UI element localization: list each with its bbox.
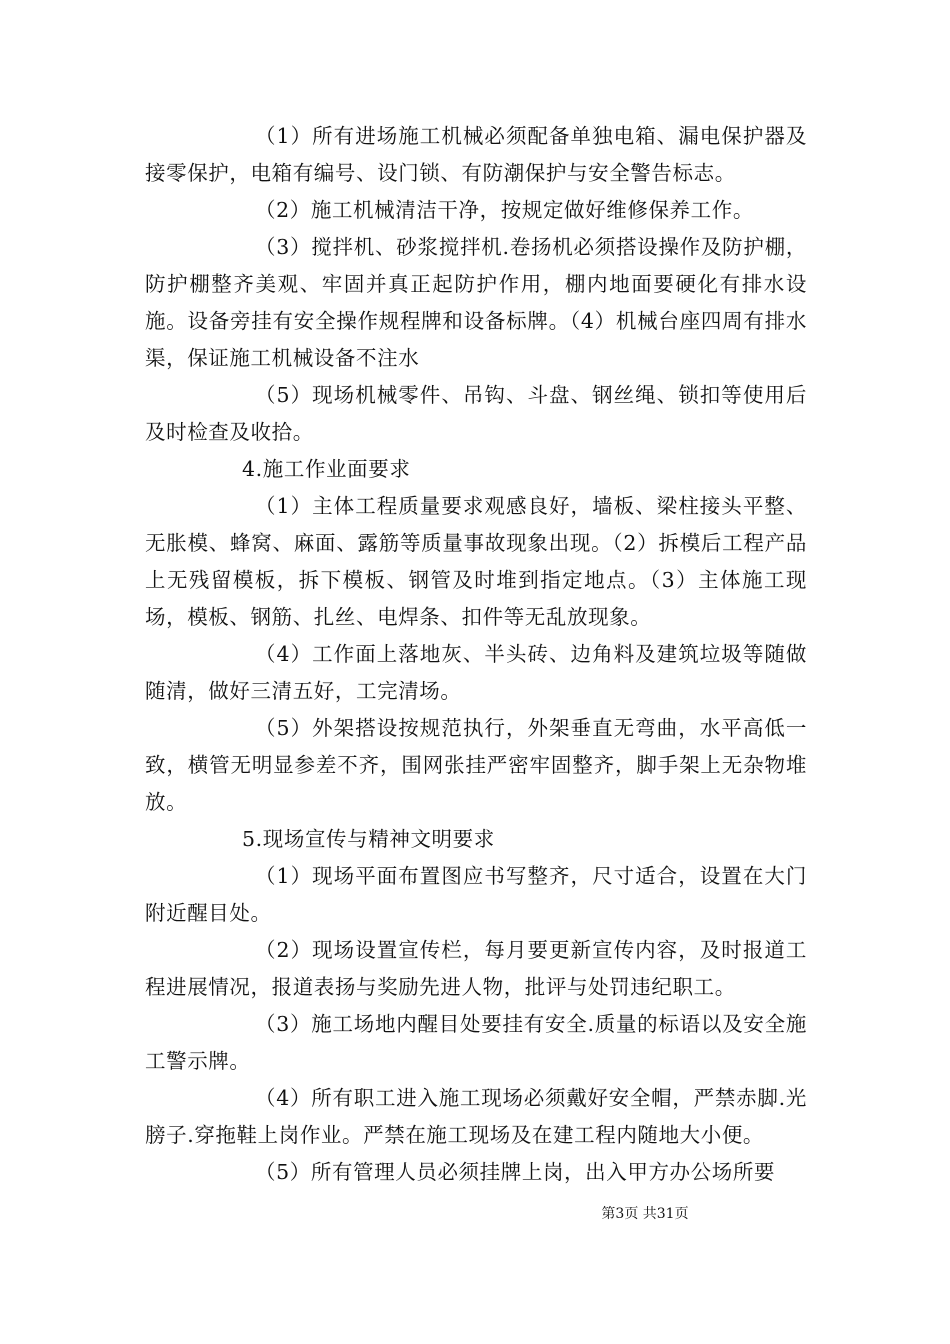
section-heading: 4.施工作业面要求 bbox=[242, 457, 411, 481]
footer-middle: 页 共 bbox=[624, 1206, 657, 1222]
document-body bbox=[145, 118, 807, 1191]
paragraph: （5）现场机械零件、吊钩、斗盘、钢丝绳、锁扣等使用后及时检查及收拾。 bbox=[145, 383, 807, 444]
paragraph: （4）工作面上落地灰、半头砖、边角料及建筑垃圾等随做随清，做好三清五好，工完清场。 bbox=[145, 642, 807, 703]
paragraph: （3）搅拌机、砂浆搅拌机.卷扬机必须搭设操作及防护棚，防护棚整齐美观、牢固并真正起防护作用，棚内地面要硬化有排水设施。设备旁挂有安全操作规程牌和设备标牌。（4）机械台座四周有排水渠，保证施工机械设备不注水 bbox=[145, 235, 807, 370]
footer-suffix: 页 bbox=[674, 1206, 689, 1222]
paragraph: （1）现场平面布置图应书写整齐，尺寸适合，设置在大门附近醒目处。 bbox=[145, 864, 807, 925]
paragraph: （1）所有进场施工机械必须配备单独电箱、漏电保护器及接零保护，电箱有编号、设门锁、有防潮保护与安全警告标志。 bbox=[145, 124, 807, 185]
footer-prefix: 第 bbox=[601, 1206, 616, 1222]
paragraph: （3）施工场地内醒目处要挂有安全.质量的标语以及安全施工警示牌。 bbox=[145, 1012, 807, 1073]
paragraph: （2）现场设置宣传栏，每月要更新宣传内容，及时报道工程进展情况，报道表扬与奖励先进人物，批评与处罚违纪职工。 bbox=[145, 938, 807, 999]
paragraph: （5）所有管理人员必须挂牌上岗，出入甲方办公场所要 bbox=[255, 1160, 776, 1184]
paragraph: （1）主体工程质量要求观感良好，墙板、梁柱接头平整、无胀模、蜂窝、麻面、露筋等质量事故现象出现。（2）拆模后工程产品上无残留模板，拆下模板、钢管及时堆到指定地点。（3）主体施工现场，模板、钢筋、扎丝、电焊条、扣件等无乱放现象。 bbox=[145, 494, 807, 629]
paragraph: （4）所有职工进入施工现场必须戴好安全帽，严禁赤脚.光膀子.穿拖鞋上岗作业。严禁在施工现场及在建工程内随地大小便。 bbox=[145, 1086, 807, 1147]
section-heading: 5.现场宣传与精神文明要求 bbox=[242, 827, 495, 851]
paragraph: （5）外架搭设按规范执行，外架垂直无弯曲，水平高低一致，横管无明显参差不齐，围网张挂严密牢固整齐，脚手架上无杂物堆放。 bbox=[145, 716, 807, 814]
footer-current-page: 3 bbox=[615, 1206, 625, 1222]
page-footer bbox=[0, 1203, 950, 1223]
paragraph: （2）施工机械清洁干净，按规定做好维修保养工作。 bbox=[255, 198, 754, 222]
footer-total-pages: 31 bbox=[656, 1206, 675, 1222]
